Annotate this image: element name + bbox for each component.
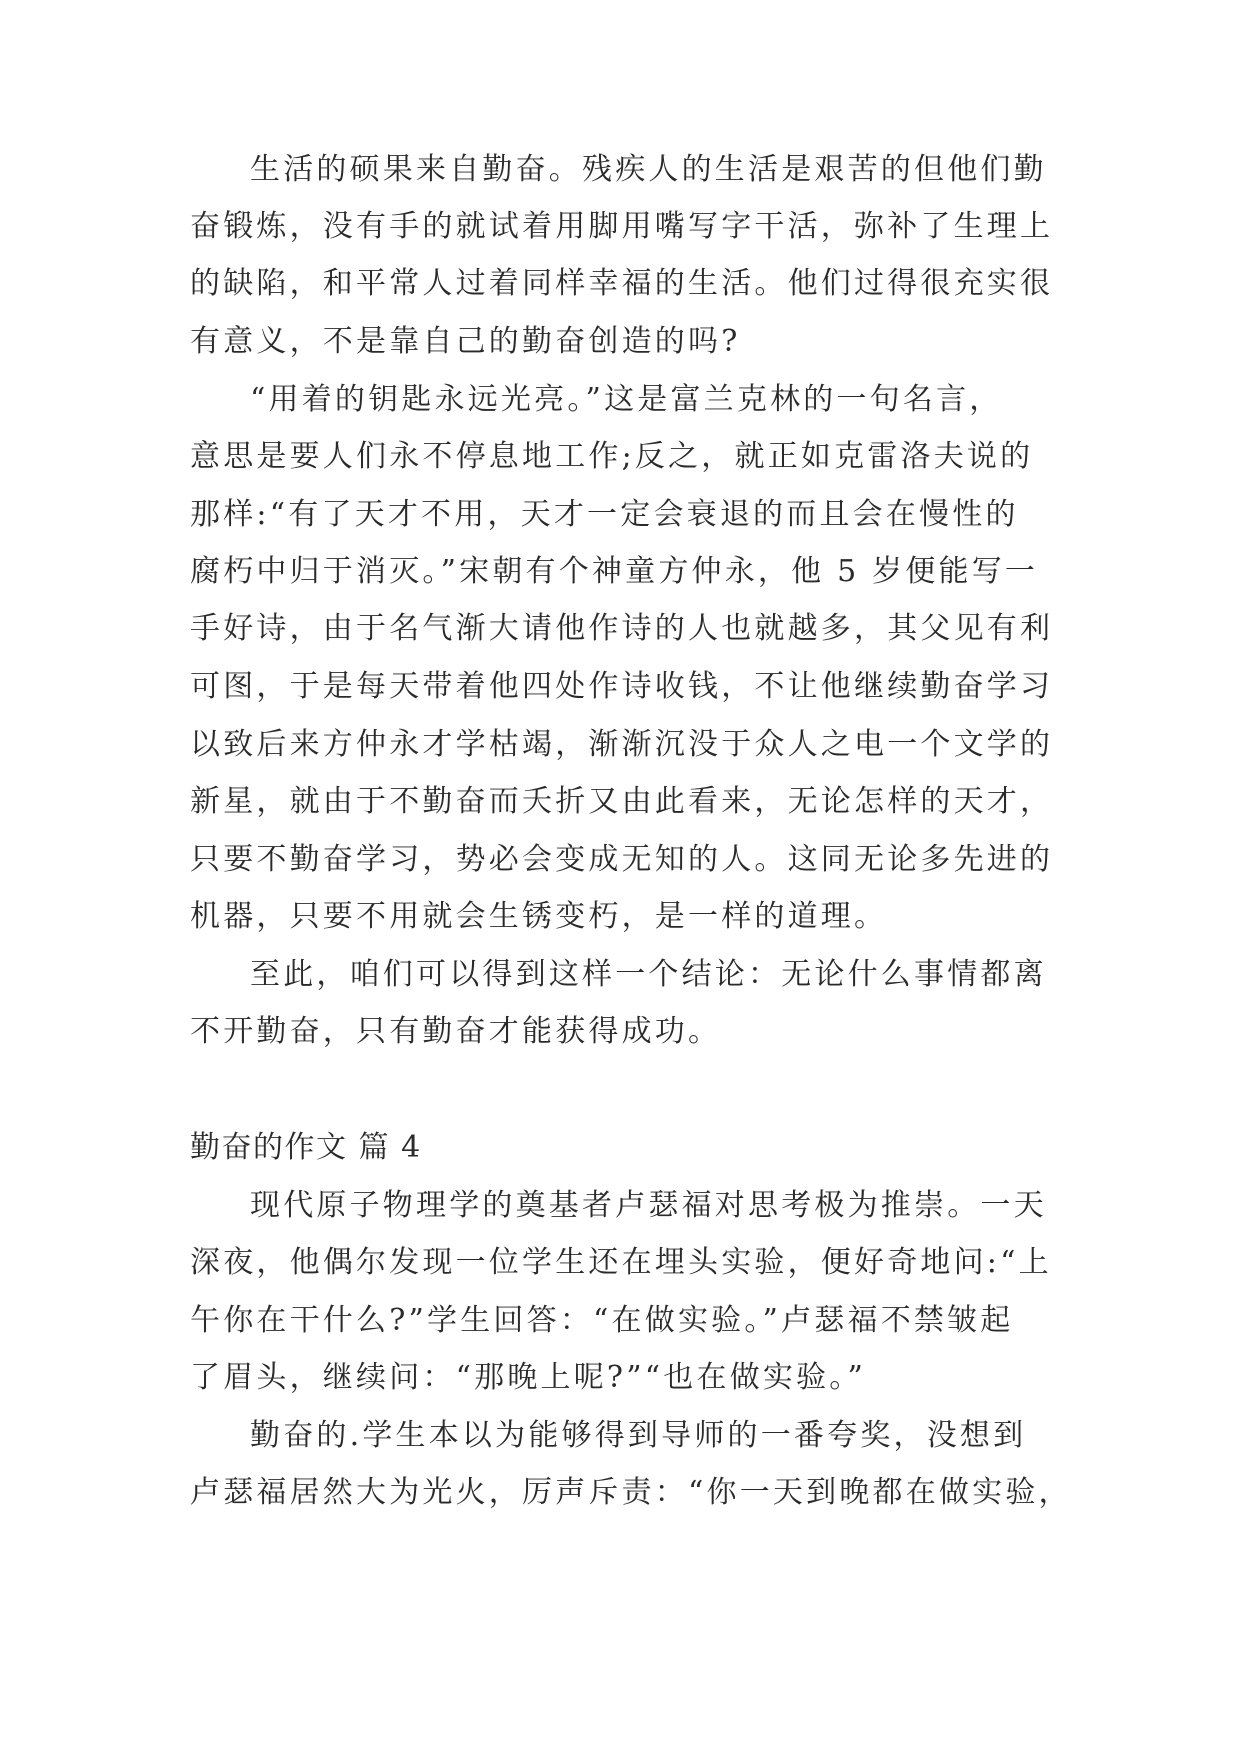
paragraph-2-line-7: 以致后来方仲永才学枯竭，渐渐沉没于众人之电一个文学的 xyxy=(190,727,1054,762)
paragraph-2-line-6: 可图，于是每天带着他四处作诗收钱，不让他继续勤奋学习 xyxy=(190,669,1054,704)
paragraph-1-line-1: 生活的硕果来自勤奋。残疾人的生活是艰苦的但他们勤 xyxy=(250,152,1047,187)
paragraph-1-line-3: 的缺陷，和平常人过着同样幸福的生活。他们过得很充实很 xyxy=(190,266,1054,301)
paragraph-3-line-1: 至此，咱们可以得到这样一个结论：无论什么事情都离 xyxy=(250,957,1047,992)
paragraph-2-line-4: 腐朽中归于消灭。”宋朝有个神童方仲永，他 5 岁便能写一 xyxy=(190,554,1039,589)
section-heading: 勤奋的作文 篇 4 xyxy=(190,1130,422,1165)
paragraph-2-line-9: 只要不勤奋学习，势必会变成无知的人。这同无论多先进的 xyxy=(190,842,1054,877)
paragraph-2-line-8: 新星，就由于不勤奋而夭折又由此看来，无论怎样的天才， xyxy=(190,784,1054,819)
paragraph-2-line-3: 那样:“有了天才不用，天才一定会衰退的而且会在慢性的 xyxy=(190,497,1019,532)
paragraph-2-line-2: 意思是要人们永不停息地工作;反之，就正如克雷洛夫说的 xyxy=(190,439,1034,474)
paragraph-4-line-1: 现代原子物理学的奠基者卢瑟福对思考极为推崇。一天 xyxy=(250,1188,1047,1223)
paragraph-5-line-1: 勤奋的.学生本以为能够得到导师的一番夸奖，没想到 xyxy=(250,1418,1027,1453)
paragraph-5-line-2: 卢瑟福居然大为光火，厉声斥责：“你一天到晚都在做实验， xyxy=(190,1475,1072,1510)
paragraph-1-line-2: 奋锻炼，没有手的就试着用脚用嘴写字干活，弥补了生理上 xyxy=(190,209,1054,244)
paragraph-4-line-2: 深夜，他偶尔发现一位学生还在埋头实验，便好奇地问:“上 xyxy=(190,1245,1052,1280)
paragraph-2-line-5: 手好诗，由于名气渐大请他作诗的人也就越多，其父见有利 xyxy=(190,611,1054,646)
paragraph-2-line-10: 机器，只要不用就会生锈变朽，是一样的道理。 xyxy=(190,899,888,934)
paragraph-4-line-3: 午你在干什么?”学生回答：“在做实验。”卢瑟福不禁皱起 xyxy=(190,1303,1014,1338)
paragraph-3-line-2: 不开勤奋，只有勤奋才能获得成功。 xyxy=(190,1014,722,1049)
paragraph-2-line-1: “用着的钥匙永远光亮。”这是富兰克林的一句名言， xyxy=(250,382,1003,417)
paragraph-1-line-4: 有意义，不是靠自己的勤奋创造的吗? xyxy=(190,324,741,359)
paragraph-4-line-4: 了眉头，继续问：“那晚上呢?”“也在做实验。” xyxy=(190,1360,867,1395)
